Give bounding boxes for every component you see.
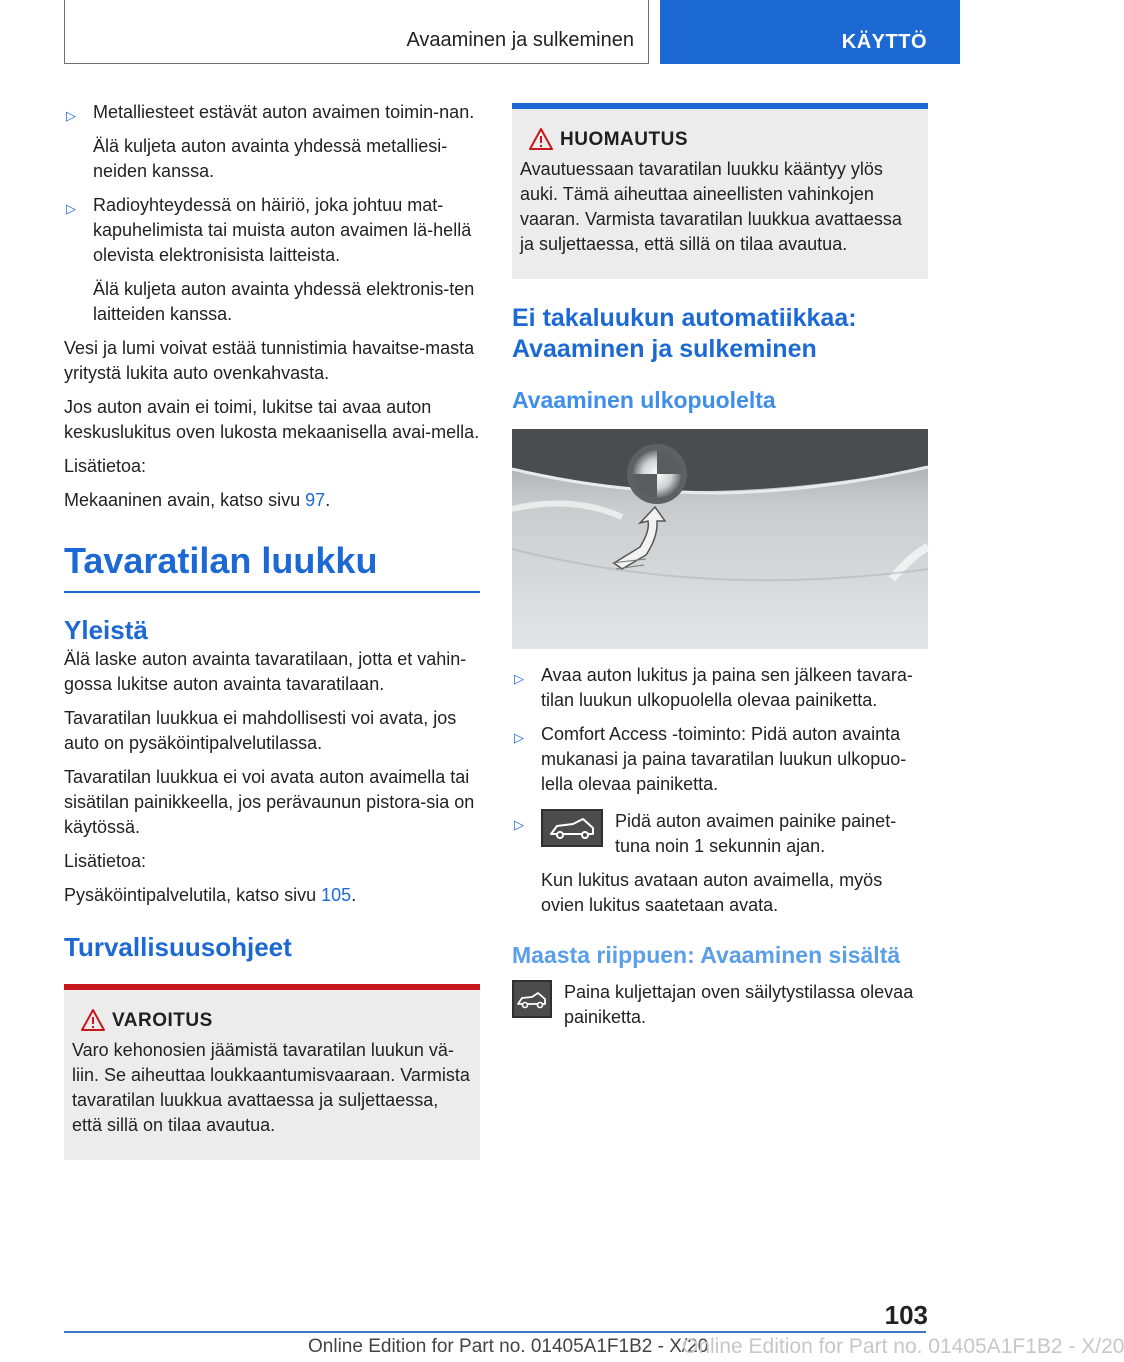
more-info-label: Lisätietoa: <box>64 456 147 476</box>
reference-text: Mekaaninen avain, katso sivu <box>64 490 301 510</box>
watermark: Online Edition for Part no. 01405A1F1B2 - X/20 <box>682 1335 1124 1358</box>
bullet-with-icon <box>541 809 928 859</box>
inside-button-row <box>512 980 928 1030</box>
list-item <box>512 722 928 797</box>
heading-safety: Turvallisuusohjeet <box>64 932 292 962</box>
warning-title: VAROITUS <box>112 1010 213 1031</box>
page-number: 103 <box>884 1300 928 1330</box>
paragraph: Tavaratilan luukkua ei voi avata auton avaimella tai sisätilan painikkeella, jos perävaunun pistora-sia on käytössä. <box>64 767 475 837</box>
page-link[interactable]: 105 <box>321 885 352 905</box>
heading-no-automatic: Ei takaluukun automatiikkaa: Avaaminen ja sulkeminen <box>512 304 857 363</box>
bullet-text: Avaa auton lukitus ja paina sen jälkeen tavara-tilan luukun ulkopuolella olevaa painiketta. <box>541 665 913 710</box>
heading-country-dependent: Maasta riippuen: Avaaminen sisältä <box>512 942 901 968</box>
section-title: Avaaminen ja sulkeminen <box>406 29 634 51</box>
warning-text: Varo kehonosien jäämistä tavaratilan luukun vä-liin. Se aiheuttaa loukkaantumisvaaraan. Varmista tavaratilan luukkua avattaessa ja suljettaessa, että sillä on tilaa avautua. <box>72 1040 470 1135</box>
instruction-list <box>512 663 928 918</box>
bullet-subtext: Älä kuljeta auton avainta yhdessä elektronis-ten laitteiden kanssa. <box>93 279 475 324</box>
footer-edition: Online Edition for Part no. 01405A1F1B2 - X/20 <box>308 1336 709 1357</box>
warning-triangle-icon <box>80 1008 106 1032</box>
chapter-tab-label: KÄYTTÖ <box>841 31 927 53</box>
triangle-right-icon: ▷ <box>514 817 524 832</box>
page-reference: Mekaaninen avain, katso sivu 97. <box>64 490 331 510</box>
list-item <box>512 663 928 713</box>
warning-triangle-icon <box>528 127 554 151</box>
bullet-subtext: Kun lukitus avataan auton avaimella, myös ovien lukitus saatetaan avata. <box>541 870 883 915</box>
bullet-text: Pidä auton avaimen painike painet-tuna noin 1 sekunnin ajan. <box>615 811 897 856</box>
section-heading <box>64 539 480 593</box>
list-item <box>512 809 928 918</box>
reference-text: Pysäköintipalvelutila, katso sivu <box>64 885 317 905</box>
triangle-right-icon: ▷ <box>66 201 76 216</box>
paragraph: Jos auton avain ei toimi, lukitse tai avaa auton keskuslukitus oven lukosta mekaanisella avai-mella. <box>64 397 480 442</box>
notice-header <box>520 127 920 157</box>
notice-title: HUOMAUTUS <box>560 129 688 150</box>
left-column <box>64 100 480 1160</box>
more-info-label: Lisätietoa: <box>64 851 147 871</box>
paragraph: Tavaratilan luukkua ei mahdollisesti voi avata, jos auto on pysäköintipalvelutilassa. <box>64 708 457 753</box>
page-reference: Pysäköintipalvelutila, katso sivu 105. <box>64 885 357 905</box>
heading-open-outside: Avaaminen ulkopuolelta <box>512 387 776 413</box>
heading-trunk-lid: Tavaratilan luukku <box>64 540 378 581</box>
heading-general: Yleistä <box>64 615 148 645</box>
warning-box <box>64 984 480 1160</box>
notice-box <box>512 103 928 279</box>
trunk-photo-illustration <box>512 429 928 649</box>
bullet-text: Comfort Access -toiminto: Pidä auton avainta mukanasi ja paina tavaratilan luukun ulkopuo-lella olevaa painiketta. <box>541 724 907 794</box>
car-trunk-open-icon <box>541 809 603 847</box>
warning-header <box>72 1008 472 1038</box>
list-item <box>64 193 480 327</box>
chapter-tab[interactable] <box>660 0 960 64</box>
bullet-text: Metalliesteet estävät auton avaimen toimin-nan. <box>93 102 475 122</box>
triangle-right-icon: ▷ <box>514 671 524 686</box>
list-item <box>64 100 480 184</box>
inside-instruction: Paina kuljettajan oven säilytystilassa olevaa painiketta. <box>564 982 914 1027</box>
header-title-box <box>64 0 649 64</box>
notice-text: Avautuessaan tavaratilan luukku kääntyy ylös auki. Tämä aiheuttaa aineellisten vahinkojen vaaran. Varmista tavaratilan luukkua avattaessa ja suljettaessa, että sillä on tilaa avautua. <box>520 159 902 254</box>
heading-rule <box>64 591 480 593</box>
page-link[interactable]: 97 <box>305 490 326 510</box>
car-trunk-open-icon <box>512 980 552 1018</box>
footer-rule <box>64 1331 926 1333</box>
paragraph: Älä laske auton avainta tavaratilaan, jotta et vahin-gossa lukitse auton avainta tavaratilaan. <box>64 649 467 694</box>
bullet-text: Radioyhteydessä on häiriö, joka johtuu mat-kapuhelimista tai muista auton avaimen lä-hellä olevista elektronisista laitteista. <box>93 195 472 265</box>
triangle-right-icon: ▷ <box>66 108 76 123</box>
triangle-right-icon: ▷ <box>514 730 524 745</box>
right-column <box>512 103 928 1030</box>
trunk-button-photo <box>512 429 928 649</box>
paragraph: Vesi ja lumi voivat estää tunnistimia havaitse-masta yritystä lukita auto ovenkahvasta. <box>64 338 475 383</box>
bullet-subtext: Älä kuljeta auton avainta yhdessä metalliesi-neiden kanssa. <box>93 136 448 181</box>
